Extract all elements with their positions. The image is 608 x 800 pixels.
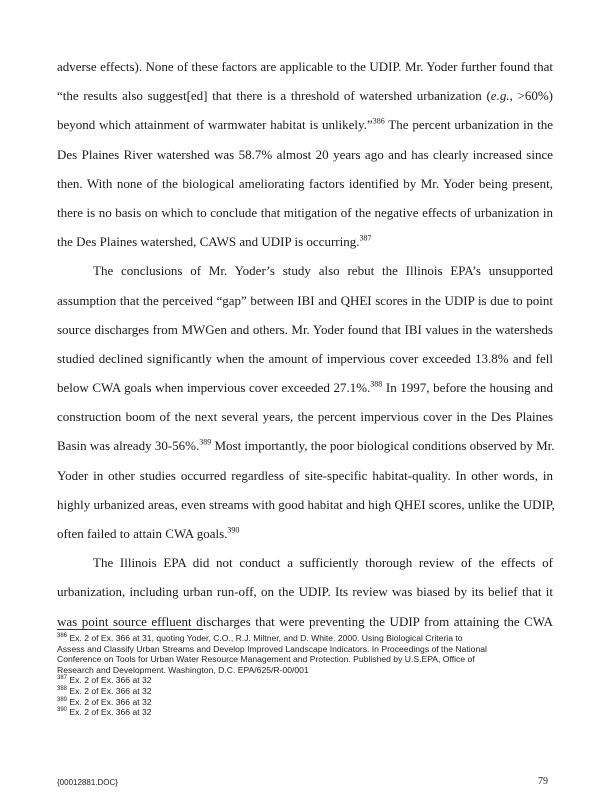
body-line: there is no basis on which to conclude that mitigation of the negative effects of urbanization in (57, 204, 553, 220)
footnotes (57, 633, 553, 718)
footnote-ref-389: 389 (199, 438, 212, 448)
body-line: was point source effluent discharges that were preventing the UDIP from attaining the CWA (57, 613, 553, 629)
document-id: {00012881.DOC} (57, 778, 118, 787)
footnote-ref-386: 386 (372, 117, 385, 127)
footnote-line: $^{390}$ Ex. 2 of Ex. 366 at 32 (57, 707, 152, 718)
footnote-number: 389 (57, 696, 68, 703)
body-line: studied declined significantly when the amount of impervious cover exceeded 13.8% and fell (57, 350, 553, 366)
body-line: Basin was already 30-56%.$^{389}$ Most importantly, the poor biological conditions observed by Mr. (57, 438, 555, 454)
body-line: the Des Plaines watershed, CAWS and UDIP is occurring.$^{387}$ (57, 233, 372, 250)
footnote-line: Assess and Classify Urban Streams and Develop Improved Landscape Indicators. In Proceedings of the National (57, 643, 487, 654)
footnote-number: 390 (57, 707, 68, 714)
footnote-line: $^{387}$ Ex. 2 of Ex. 366 at 32 (57, 675, 152, 686)
body-line: assumption that the perceived “gap” between IBI and QHEI scores in the UDIP is due to point (57, 292, 553, 308)
body-line: Yoder in other studies occurred regardless of site-specific habitat-quality. In other words, in (57, 467, 553, 483)
footnote-ref-388: 388 (370, 379, 383, 389)
body-line: adverse effects). None of these factors are applicable to the UDIP. Mr. Yoder further found that (57, 59, 553, 74)
body-line: beyond which attainment of warmwater habitat is unlikely.”$^{386}$ The percent urbanization in the (57, 117, 553, 133)
body-line: “the results also suggest[ed] that there is a threshold of watershed urbanization (e.g., >60%) (57, 88, 554, 104)
footnote-ref-390: 390 (227, 525, 240, 535)
body-text (57, 58, 553, 642)
body-line: then. With none of the biological ameliorating factors identified by Mr. Yoder being present, (57, 175, 553, 191)
italic-eg: e.g., (490, 88, 513, 104)
body-line: often failed to attain CWA goals.$^{390}$ (57, 525, 240, 541)
page-number: 79 (538, 776, 548, 787)
footnote-number: 387 (57, 675, 68, 682)
footnote-line: Conference on Tools for Urban Water Resource Management and Protection. Published by U.S.EPA, Office of (57, 654, 475, 665)
body-line: Des Plaines River watershed was 58.7% almost 20 years ago and has clearly increased since (57, 146, 553, 162)
body-line: source discharges from MWGen and others. Mr. Yoder found that IBI values in the watersheds (57, 321, 553, 337)
body-line: The Illinois EPA did not conduct a sufficiently thorough review of the effects of (93, 555, 553, 571)
footnote-line: $^{388}$ Ex. 2 of Ex. 366 at 32 (57, 685, 152, 696)
footnote-ref-387: 387 (359, 233, 372, 243)
footnote-number: 388 (57, 686, 68, 693)
body-line: below CWA goals when impervious cover exceeded 27.1%.$^{388}$ In 1997, before the housing and (57, 379, 553, 396)
footnote-separator (57, 629, 203, 630)
body-line: urbanization, including urban run-off, on the UDIP. Its review was biased by its belief that it (57, 584, 553, 600)
body-line: construction boom of the next several years, the percent impervious cover in the Des Plaines (57, 409, 553, 425)
footnote-number: 386 (57, 633, 68, 640)
footnote-line: Research and Development. Washington, D.C. EPA/625/R-00/001 (57, 664, 309, 675)
footnote-line: $^{386}$ Ex. 2 of Ex. 366 at 31, quoting Yoder, C.O., R.J. Miltner, and D. White. 2000. Using Biological Criteria to (57, 633, 463, 643)
body-line: highly urbanized areas, even streams with good habitat and high QHEI scores, unlike the UDIP, (57, 496, 555, 512)
body-line: The conclusions of Mr. Yoder’s study also rebut the Illinois EPA’s unsupported (93, 263, 553, 279)
footnote-line: $^{389}$ Ex. 2 of Ex. 366 at 32 (57, 696, 152, 707)
